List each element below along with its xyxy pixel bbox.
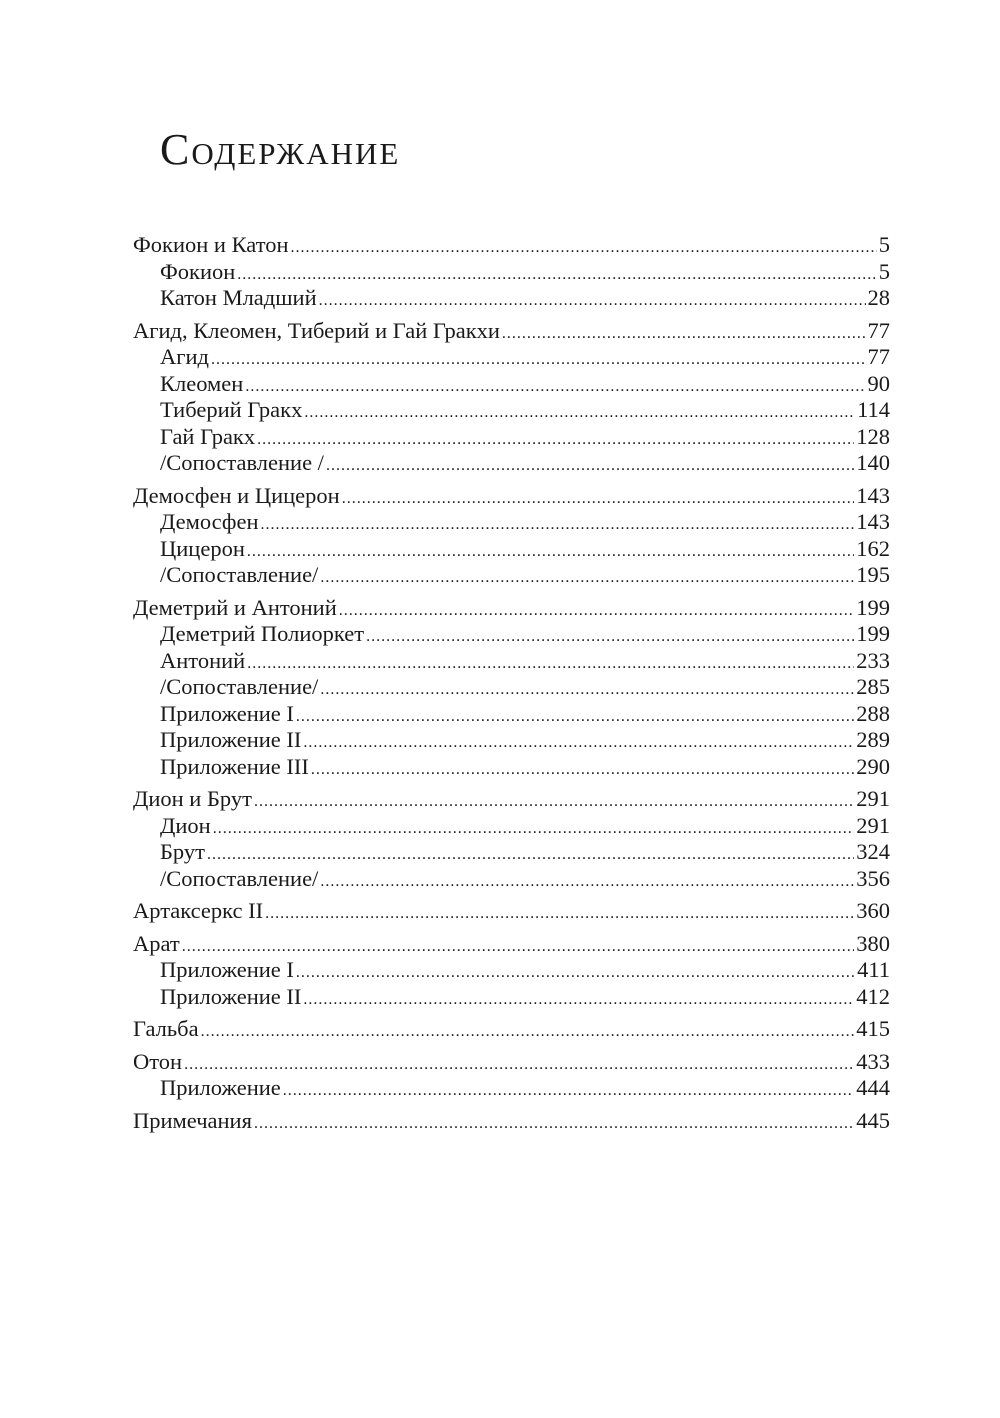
dot-leader [326, 453, 854, 480]
toc-entry-label: Деметрий и Антоний [133, 594, 337, 620]
toc-entry-label: Агид, Клеомен, Тиберий и Гай Гракхи [133, 317, 500, 343]
toc-entry-label: Агид [160, 344, 209, 369]
toc-entry-label: Приложение [160, 1075, 281, 1100]
toc-entry-label: Приложение II [160, 727, 302, 752]
toc-group [133, 318, 890, 477]
dot-leader [245, 374, 865, 401]
toc-entry-page: 5 [878, 258, 890, 284]
toc-entry-label: Катон Младший [160, 285, 317, 310]
dot-leader [311, 757, 854, 784]
toc-group [133, 931, 890, 1011]
toc-entry-label: Гай Гракх [160, 423, 256, 449]
toc-entry-page: 233 [856, 647, 890, 673]
toc-subentry [133, 259, 890, 286]
toc-entry-label: /Сопоставление / [160, 450, 324, 475]
dot-leader [211, 347, 866, 374]
toc-entry [133, 898, 890, 925]
toc-entry-label: Тиберий Гракх [160, 397, 303, 422]
toc-entry-label: Приложение II [160, 983, 302, 1009]
toc-entry-page: 285 [856, 674, 890, 699]
toc-entry-page: 291 [856, 786, 890, 811]
toc-entry-label: Демосфен [160, 509, 259, 534]
toc-entry-page: 5 [878, 232, 890, 257]
toc-group [133, 483, 890, 589]
toc-entry-label: Брут [160, 839, 205, 864]
toc-entry-page: 28 [867, 285, 890, 310]
toc-entry-label: Фокион [160, 258, 236, 284]
dot-leader [320, 869, 854, 896]
dot-leader [257, 427, 854, 454]
toc-entry-label: Дион и Брут [133, 786, 252, 811]
toc-entry-page: 290 [856, 753, 890, 779]
dot-leader [342, 486, 855, 513]
dot-leader [303, 730, 854, 757]
toc-entry [133, 232, 890, 259]
toc-group [133, 1016, 890, 1043]
toc-entry-label: Клеомен [160, 370, 244, 396]
dot-leader [291, 235, 877, 262]
dot-leader [502, 321, 866, 348]
dot-leader [237, 262, 876, 289]
dot-leader [320, 677, 854, 704]
toc-entry-label: Приложение III [160, 753, 309, 779]
dot-leader [247, 651, 854, 678]
toc-entry-label: Примечания [133, 1107, 252, 1133]
toc-entry-label: /Сопоставление/ [160, 562, 319, 587]
page-title: Содержание [160, 125, 401, 174]
toc-entry [133, 1016, 890, 1043]
toc-entry-page: 415 [856, 1016, 890, 1041]
toc-subentry [133, 1075, 890, 1102]
toc-entry-page: 324 [856, 839, 890, 864]
toc-entry-page: 199 [856, 621, 890, 646]
toc-subentry [133, 674, 890, 701]
toc-entry-label: Антоний [160, 647, 246, 673]
toc-entry-page: 195 [856, 562, 890, 587]
toc-subentry [133, 424, 890, 451]
toc-entry-label: Гальба [133, 1016, 199, 1041]
dot-leader [303, 987, 854, 1014]
dot-leader [254, 1111, 854, 1138]
toc-subentry [133, 866, 890, 893]
toc-entry-page: 444 [856, 1075, 890, 1100]
toc-subentry [133, 285, 890, 312]
toc-subentry [133, 562, 890, 589]
toc-entry-label: Дион [160, 812, 211, 838]
toc-entry-page: 356 [856, 865, 890, 891]
dot-leader [265, 901, 854, 928]
toc-entry [133, 931, 890, 958]
dot-leader [319, 288, 866, 315]
toc-subentry [133, 957, 890, 984]
toc-entry-label: Фокион и Катон [133, 232, 289, 257]
toc-group [133, 1049, 890, 1102]
toc-entry [133, 786, 890, 813]
toc-entry [133, 595, 890, 622]
toc-entry-page: 412 [856, 983, 890, 1009]
toc-group [133, 232, 890, 312]
toc-subentry [133, 984, 890, 1011]
toc-entry [133, 318, 890, 345]
toc-entry-page: 289 [856, 727, 890, 752]
toc-subentry [133, 839, 890, 866]
toc-entry-label: /Сопоставление/ [160, 865, 319, 891]
toc-subentry [133, 701, 890, 728]
toc-entry-page: 128 [856, 423, 890, 449]
toc-group [133, 595, 890, 781]
toc-entry-label: Приложение I [160, 957, 294, 982]
dot-leader [296, 960, 855, 987]
toc-entry-page: 162 [856, 535, 890, 561]
toc-entry-page: 360 [856, 898, 890, 923]
toc-entry-label: /Сопоставление/ [160, 674, 319, 699]
toc-subentry [133, 648, 890, 675]
toc-subentry [133, 397, 890, 424]
toc-entry-label: Деметрий Полиоркет [160, 621, 365, 646]
toc-entry [133, 483, 890, 510]
toc-entry-page: 291 [856, 812, 890, 838]
toc-entry-page: 288 [856, 700, 890, 726]
toc-subentry [133, 344, 890, 371]
toc-entry-page: 77 [867, 344, 890, 369]
dot-leader [339, 598, 854, 625]
toc-entry-label: Цицерон [160, 535, 245, 561]
toc-entry-page: 143 [856, 482, 890, 508]
toc-entry-page: 77 [867, 317, 890, 343]
toc-group [133, 898, 890, 925]
toc-entry-label: Приложение I [160, 700, 294, 726]
toc-subentry [133, 813, 890, 840]
toc-entry-page: 140 [856, 450, 890, 475]
dot-leader [184, 1052, 854, 1079]
toc-entry-page: 114 [857, 397, 890, 422]
dot-leader [254, 789, 854, 816]
toc-subentry [133, 727, 890, 754]
toc-subentry [133, 754, 890, 781]
dot-leader [366, 624, 854, 651]
toc-subentry [133, 621, 890, 648]
dot-leader [304, 400, 855, 427]
toc-entry-label: Демосфен и Цицерон [133, 482, 340, 508]
toc-entry-page: 199 [856, 594, 890, 620]
toc-subentry [133, 536, 890, 563]
toc-subentry [133, 371, 890, 398]
table-of-contents [133, 232, 890, 1140]
dot-leader [296, 704, 854, 731]
dot-leader [261, 512, 855, 539]
toc-entry-page: 411 [857, 957, 890, 982]
dot-leader [213, 816, 855, 843]
toc-entry [133, 1108, 890, 1135]
toc-entry-page: 90 [867, 370, 890, 396]
toc-group [133, 786, 890, 892]
toc-entry-label: Артаксеркс II [133, 898, 264, 923]
toc-entry-page: 380 [856, 930, 890, 956]
toc-entry-page: 433 [856, 1048, 890, 1074]
toc-group [133, 1108, 890, 1135]
toc-subentry [133, 509, 890, 536]
toc-entry-label: Отон [133, 1048, 183, 1074]
toc-entry-label: Арат [133, 930, 180, 956]
dot-leader [283, 1078, 854, 1105]
toc-entry-page: 143 [856, 509, 890, 534]
toc-entry-page: 445 [856, 1107, 890, 1133]
dot-leader [320, 565, 854, 592]
toc-entry [133, 1049, 890, 1076]
toc-subentry [133, 450, 890, 477]
dot-leader [201, 1019, 855, 1046]
dot-leader [247, 539, 854, 566]
